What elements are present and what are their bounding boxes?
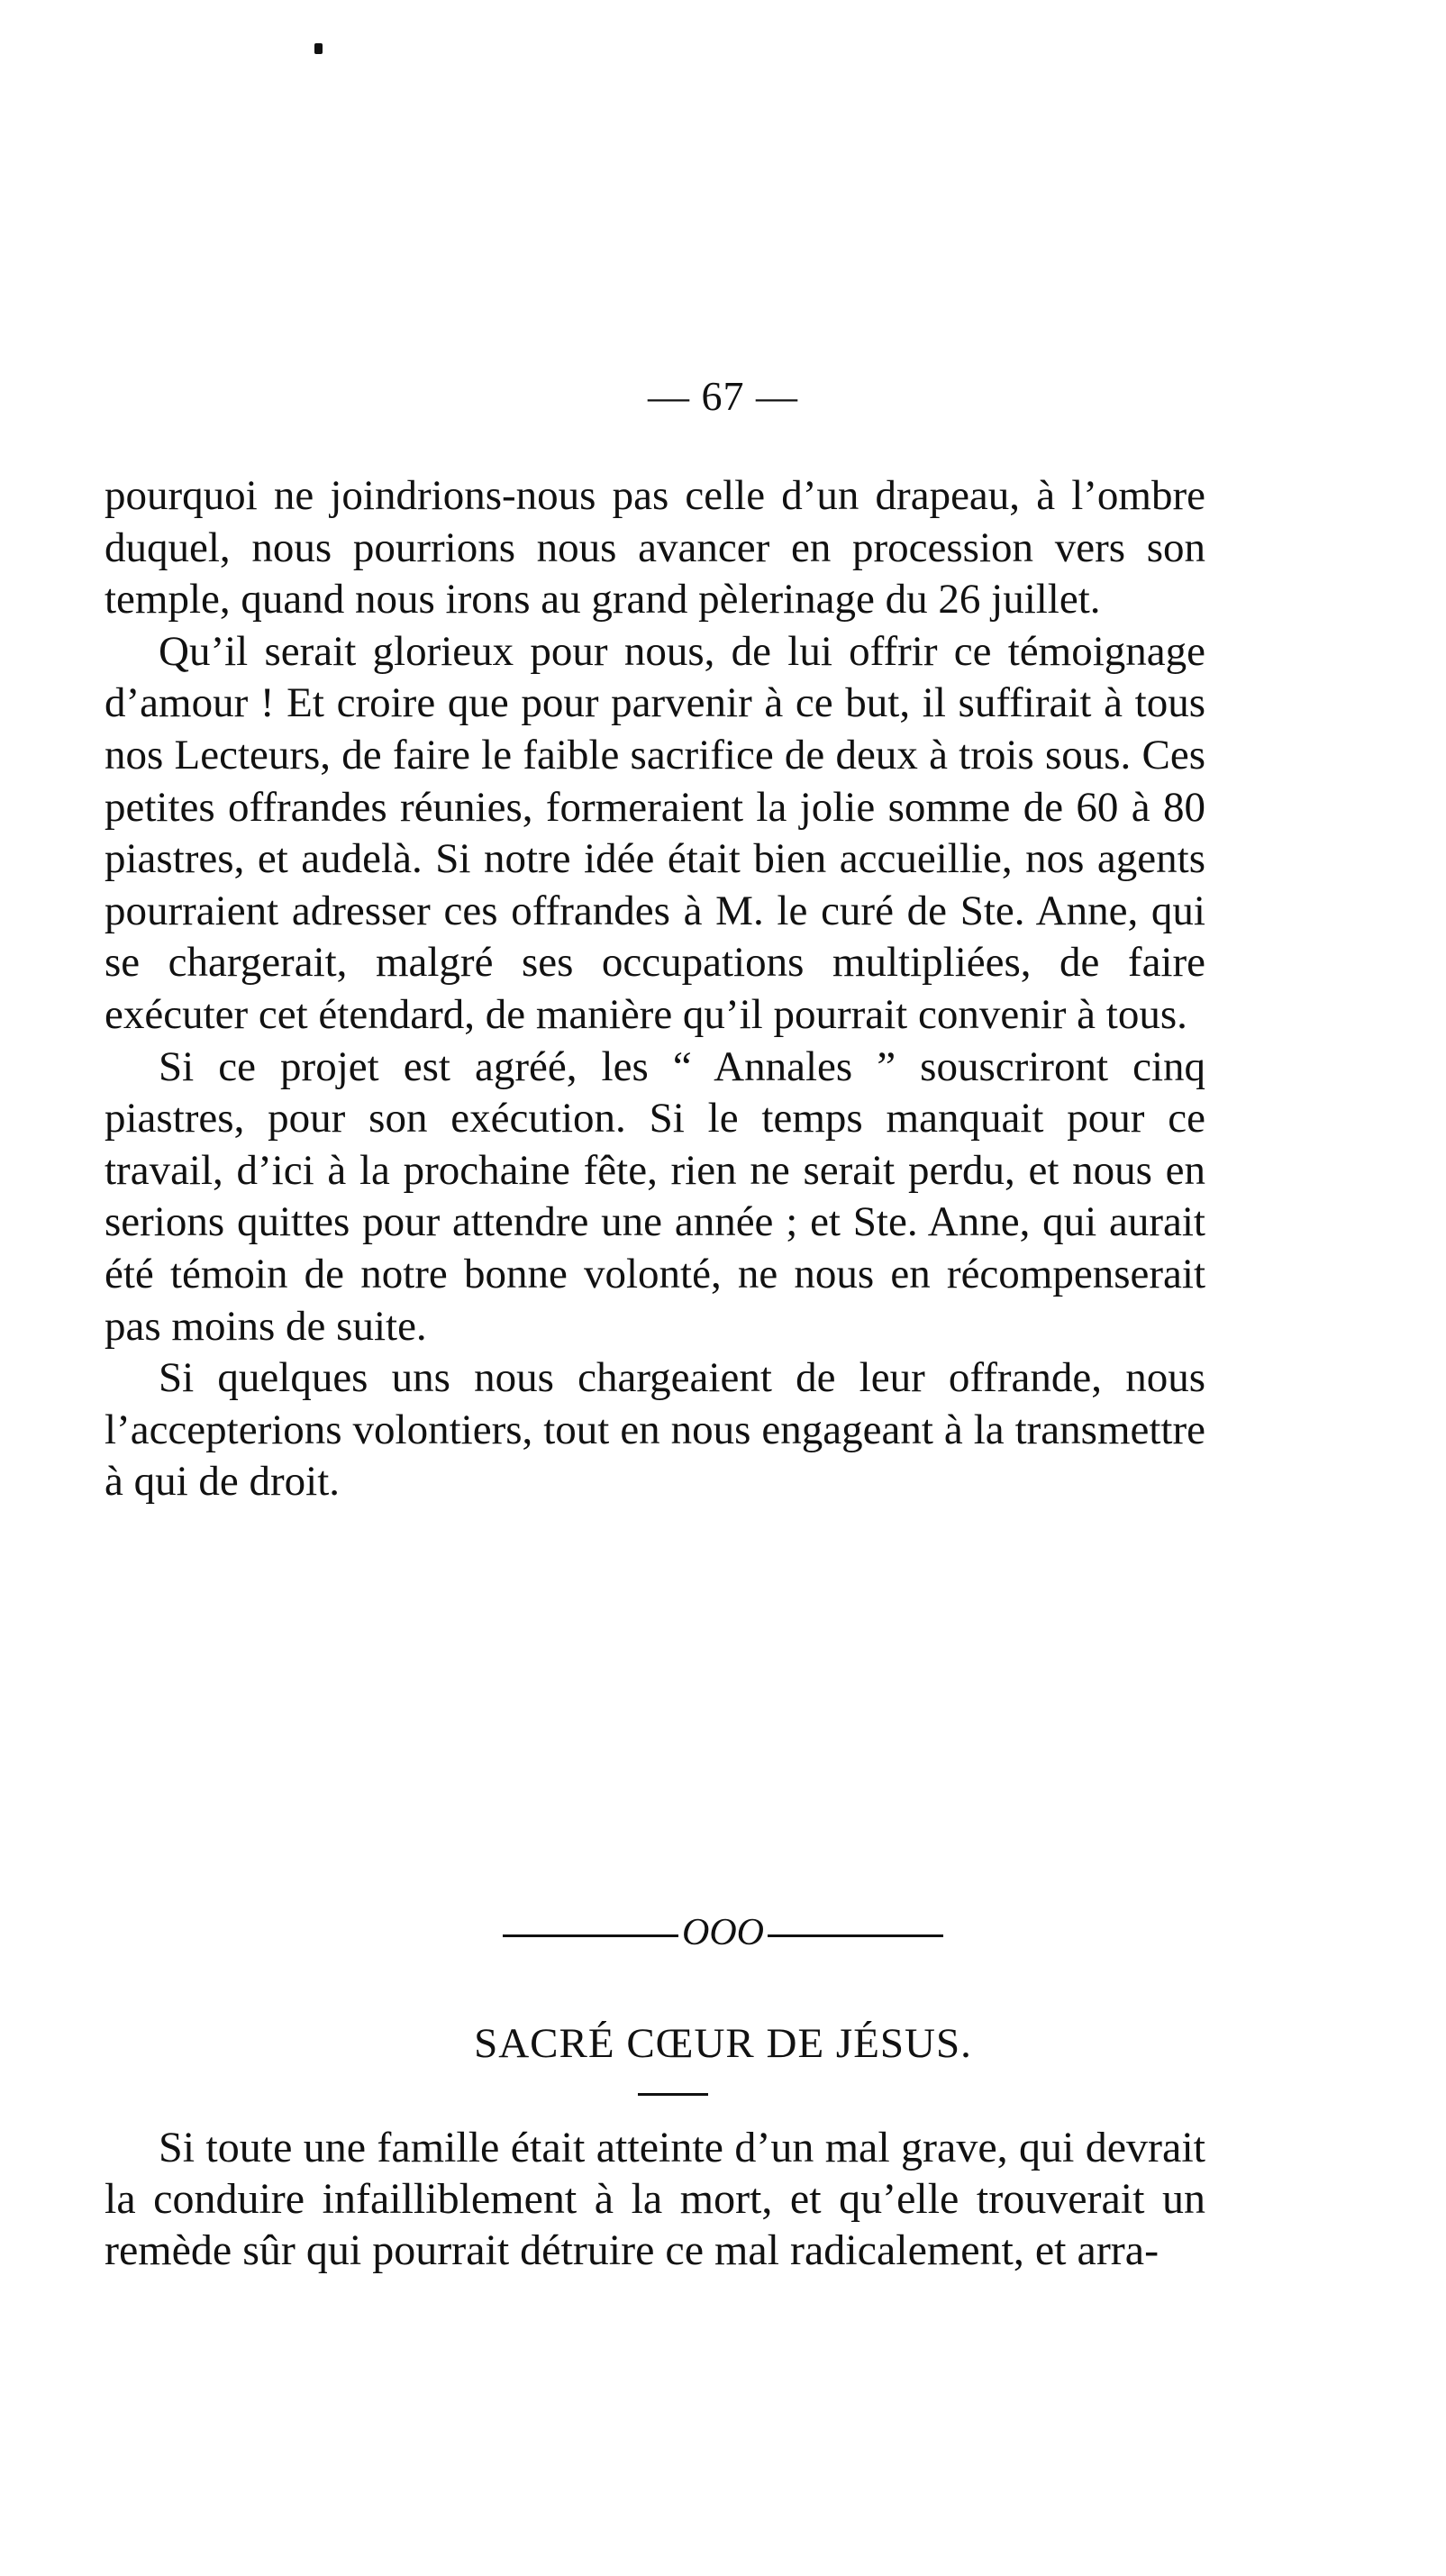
paragraph: Si ce projet est agréé, les “ Annales ” souscriront cinq piastres, pour son exécution. Si le temps manquait pour ce travail, d’ici à la prochaine fête, rien ne serait perdu, et nous en serions quittes pour attendre une année ; et Ste. Anne, qui aurait été témoin de notre bonne volonté, ne nous en récompenserait pas moins de suite. bbox=[105, 1042, 1205, 1350]
section-body bbox=[105, 2122, 1205, 2276]
paragraph: pourquoi ne joindrions-nous pas celle d’un drapeau, à l’ombre duquel, nous pourrions nous avancer en procession vers son temple, quand nous irons au grand pèlerinage du 26 juillet. bbox=[105, 472, 1205, 624]
title-underline bbox=[638, 2093, 708, 2096]
paragraph: Qu’il serait glorieux pour nous, de lui offrir ce témoignage d’amour ! Et croire que pour parvenir à ce but, il suffirait à tous nos Lecteurs, de faire le faible sacrifice de deux à trois sous. Ces petites offrandes réunies, formeraient la jolie somme de 60 à 80 piastres, et audelà. Si notre idée était bien accueillie, nos agents pourraient adresser ces offrandes à M. le curé de Ste. Anne, qui se chargerait, malgré ses occupations multipliées, de faire exécuter cet étendard, de manière qu’il pourrait convenir à tous. bbox=[105, 627, 1205, 1038]
divider-ornament: OOO bbox=[682, 1912, 764, 1953]
paragraph: Si toute une famille était atteinte d’un mal grave, qui devrait la conduire infailliblement à la mort, et qu’elle trouverait un remède sûr qui pourrait détruire ce mal radicalement, et arra- bbox=[105, 2124, 1205, 2274]
section-title: SACRÉ CŒUR DE JÉSUS. bbox=[474, 2020, 972, 2067]
divider-rule-right bbox=[768, 1934, 943, 1937]
paragraph: Si quelques uns nous chargeaient de leur offrande, nous l’accepterions volontiers, tout en nous engageant à la transmettre à qui de droit. bbox=[105, 1354, 1205, 1506]
section-divider bbox=[0, 1910, 1446, 1955]
ink-speck bbox=[314, 43, 323, 54]
body-text bbox=[105, 470, 1205, 1508]
page-number: — 67 — bbox=[648, 373, 798, 419]
divider-rule-left bbox=[503, 1934, 678, 1937]
